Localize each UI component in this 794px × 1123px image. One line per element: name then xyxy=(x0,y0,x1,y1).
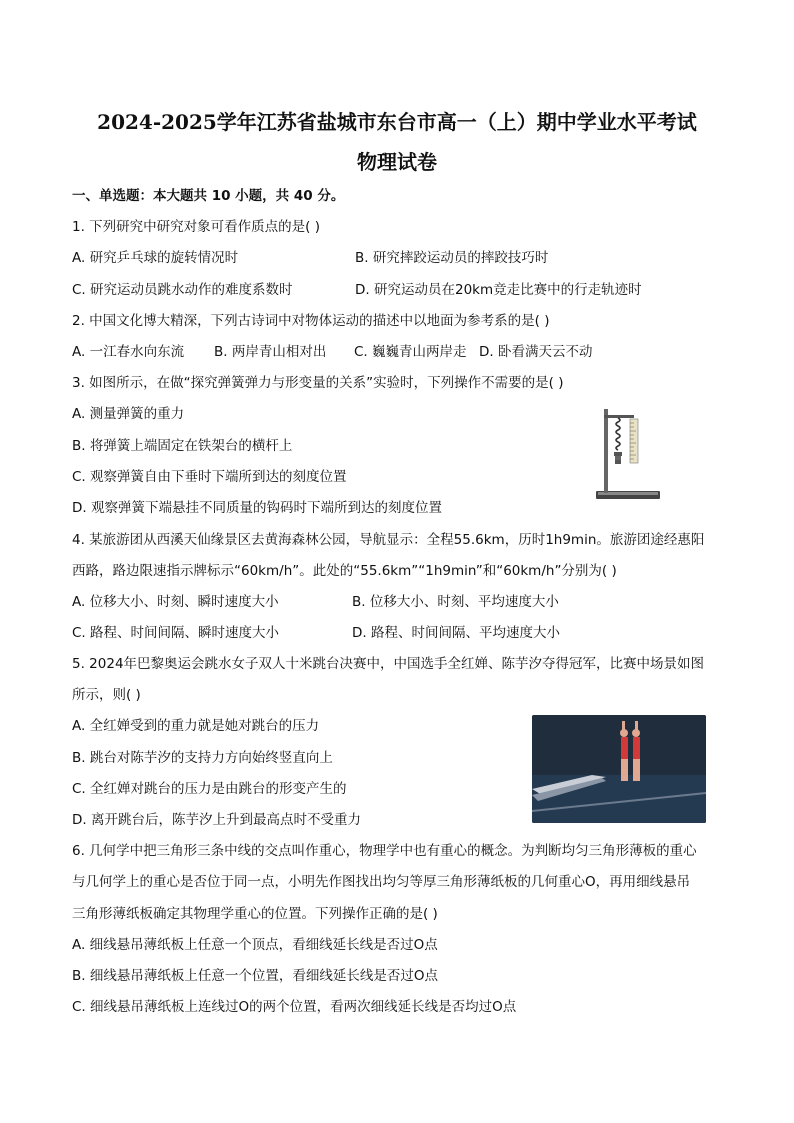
exam-title: 2024-2025学年江苏省盐城市东台市高一（上）期中学业水平考试 xyxy=(97,110,697,134)
q3-option-d: D. 观察弹簧下端悬挂不同质量的钩码时下端所到达的刻度位置 xyxy=(72,500,442,516)
q4-option-c: C. 路程、时间间隔、瞬时速度大小 xyxy=(72,625,280,641)
q6-option-b: B. 细线悬吊薄纸板上任意一个位置，看细线延长线是否过O点 xyxy=(72,968,438,984)
q6-option-a: A. 细线悬吊薄纸板上任意一个顶点，看细线延长线是否过O点 xyxy=(72,937,438,953)
q5-option-a: A. 全红婵受到的重力就是她对跳台的压力 xyxy=(72,718,320,734)
q6-stem-line1: 6. 几何学中把三角形三条中线的交点叫作重心，物理学中也有重心的概念。为判断均匀三角形薄板的重心 xyxy=(72,843,697,859)
q1-stem: 1. 下列研究中研究对象可看作质点的是( ) xyxy=(72,219,320,235)
q4-option-d: D. 路程、时间间隔、平均速度大小 xyxy=(352,625,560,641)
q5-stem-line1: 5. 2024年巴黎奥运会跳水女子双人十米跳台决赛中，中国选手全红婵、陈芋汐夺得冠军，比赛中场景如图 xyxy=(72,656,705,672)
exam-subtitle: 物理试卷 xyxy=(357,150,437,174)
section-heading: 一、单选题：本大题共 10 小题，共 40 分。 xyxy=(72,188,345,204)
q1-option-b: B. 研究摔跤运动员的摔跤技巧时 xyxy=(355,250,549,266)
q3-option-b: B. 将弹簧上端固定在铁架台的横杆上 xyxy=(72,438,293,454)
q2-option-c: C. 巍巍青山两岸走 xyxy=(354,344,467,360)
q4-option-a: A. 位移大小、时刻、瞬时速度大小 xyxy=(72,594,279,610)
q5-option-d: D. 离开跳台后，陈芋汐上升到最高点时不受重力 xyxy=(72,812,361,828)
q1-option-a: A. 研究乒乓球的旋转情况时 xyxy=(72,250,239,266)
q5-option-b: B. 跳台对陈芋汐的支持力方向始终竖直向上 xyxy=(72,750,333,766)
q4-option-b: B. 位移大小、时刻、平均速度大小 xyxy=(352,594,559,610)
q1-option-d: D. 研究运动员在20km竞走比赛中的行走轨迹时 xyxy=(355,282,642,298)
q1-option-c: C. 研究运动员跳水动作的难度系数时 xyxy=(72,282,293,298)
q2-option-a: A. 一江春水向东流 xyxy=(72,344,185,360)
q2-option-b: B. 两岸青山相对出 xyxy=(214,344,327,360)
q3-option-a: A. 测量弹簧的重力 xyxy=(72,406,185,422)
q6-option-c: C. 细线悬吊薄纸板上连线过O的两个位置，看两次细线延长线是否均过O点 xyxy=(72,999,517,1015)
q5-stem-line2: 所示，则( ) xyxy=(72,687,141,703)
q2-stem: 2. 中国文化博大精深，下列古诗词中对物体运动的描述中以地面为参考系的是( ) xyxy=(72,313,550,329)
diving-photo xyxy=(532,715,706,823)
q3-option-c: C. 观察弹簧自由下垂时下端所到达的刻度位置 xyxy=(72,469,347,485)
q4-stem-line1: 4. 某旅游团从西溪天仙缘景区去黄海森林公园，导航显示：全程55.6km，历时1h9min。旅游团途经惠阳 xyxy=(72,532,705,548)
spring-stand-figure xyxy=(592,405,664,501)
q4-stem-line2: 西路，路边限速指示牌标示“60km/h”。此处的“55.6km”“1h9min”和“60km/h”分别为( ) xyxy=(72,563,617,579)
q5-option-c: C. 全红婵对跳台的压力是由跳台的形变产生的 xyxy=(72,781,347,797)
q3-stem: 3. 如图所示，在做“探究弹簧弹力与形变量的关系”实验时，下列操作不需要的是( ) xyxy=(72,375,564,391)
q2-option-d: D. 卧看满天云不动 xyxy=(479,344,593,360)
q6-stem-line3: 三角形薄纸板确定其物理学重心的位置。下列操作正确的是( ) xyxy=(72,906,438,922)
q6-stem-line2: 与几何学上的重心是否位于同一点，小明先作图找出均匀等厚三角形薄纸板的几何重心O，再用细线悬吊 xyxy=(72,874,691,890)
